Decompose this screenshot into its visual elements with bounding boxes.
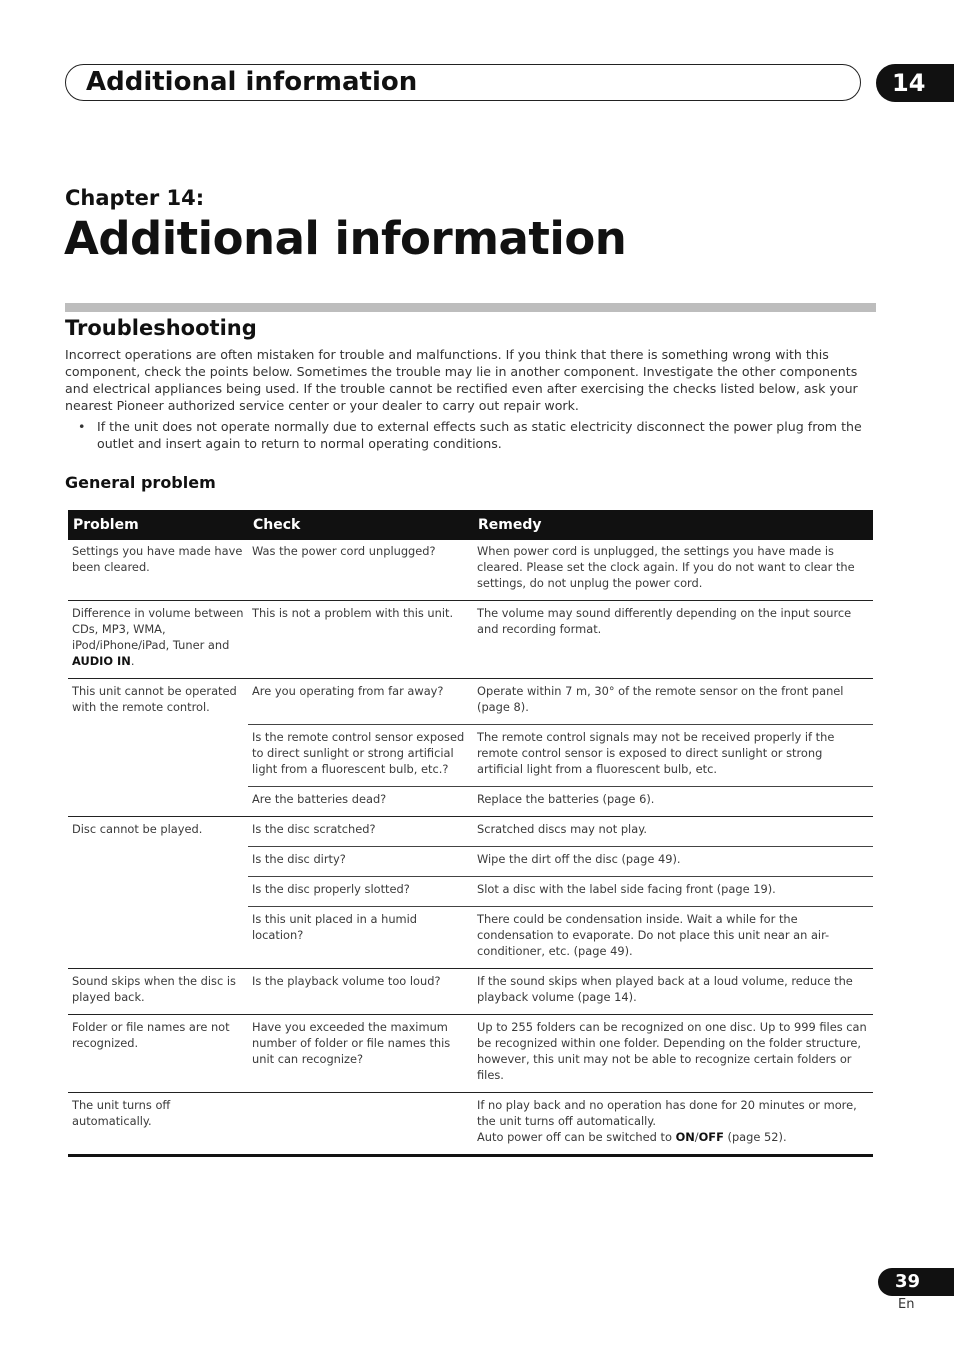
remedy-cell: When power cord is unplugged, the settings you have made is cleared. Please set the clock again. If you do not want to clear the settings, do not unplug the power cord. — [477, 544, 855, 590]
table-row — [68, 601, 873, 679]
check-cell: This is not a problem with this unit. — [248, 601, 473, 679]
table-row — [68, 907, 873, 969]
problem-cell: Settings you have made have been cleared. — [72, 544, 243, 574]
problem-cell: Sound skips when the disc is played back. — [68, 969, 248, 1015]
problem-cell — [68, 787, 248, 817]
remedy-cell: Wipe the dirt off the disc (page 49). — [473, 847, 873, 877]
separator: / — [694, 1130, 699, 1144]
chapter-label: Chapter 14: — [65, 186, 205, 210]
check-cell: Is the playback volume too loud? — [248, 969, 473, 1015]
problem-cell — [68, 847, 248, 877]
page-language: En — [898, 1297, 915, 1312]
general-problem-table — [68, 510, 873, 1157]
problem-cell — [68, 725, 248, 787]
column-header-check: Check — [248, 510, 473, 540]
problem-cell — [68, 907, 248, 969]
chapter-number-tab: 14 — [876, 64, 954, 102]
troubleshooting-intro: Incorrect operations are often mistaken for trouble and malfunctions. If you think that there is something wrong with this component, check the points below. Sometimes the trouble may lie in another component. Investigate the other components and electrical appliances being used. If the trouble cannot be rectified even after exercising the checks listed below, ask your nearest Pioneer authorized service center or your dealer to carry out repair work. — [65, 347, 858, 413]
check-cell: Is this unit placed in a humid location? — [248, 907, 473, 969]
table-row — [68, 1093, 873, 1156]
check-cell: Are the batteries dead? — [248, 787, 473, 817]
remedy-cell: If the sound skips when played back at a loud volume, reduce the playback volume (page 14). — [473, 969, 873, 1015]
check-cell: Is the disc dirty? — [248, 847, 473, 877]
table-row — [68, 877, 873, 907]
problem-cell: Folder or file names are not recognized. — [68, 1015, 248, 1093]
remedy-cell: The remote control signals may not be received properly if the remote control sensor is exposed to direct sunlight or strong artificial light from a fluorescent bulb, etc. — [473, 725, 873, 787]
page-reference: (page 52). — [723, 1130, 787, 1144]
troubleshooting-bullet — [78, 418, 878, 452]
table-row — [68, 725, 873, 787]
table-header-row — [68, 510, 873, 540]
remedy-cell: Operate within 7 m, 30° of the remote sensor on the front panel (page 8). — [473, 679, 873, 725]
remedy-cell: There could be condensation inside. Wait a while for the condensation to evaporate. Do not place this unit near an air-conditioner, etc. (page 49). — [473, 907, 873, 969]
troubleshooting-heading: Troubleshooting — [65, 316, 257, 340]
problem-suffix: . — [130, 654, 135, 668]
bullet-text: If the unit does not operate normally due to external effects such as static electricity disconnect the power plug from the outlet and insert again to return to normal operating conditions. — [97, 419, 862, 451]
on-label: ON — [675, 1130, 695, 1144]
table-row — [68, 969, 873, 1015]
problem-text: Difference in volume between CDs, MP3, WMA, iPod/iPhone/iPad, Tuner and — [72, 606, 244, 652]
table-row — [68, 817, 873, 847]
column-header-remedy: Remedy — [473, 510, 873, 540]
remedy-cell: Replace the batteries (page 6). — [473, 787, 873, 817]
remedy-line: Auto power off can be switched to — [477, 1130, 676, 1144]
problem-cell: This unit cannot be operated with the remote control. — [68, 679, 248, 725]
column-header-problem: Problem — [68, 510, 248, 540]
problem-cell — [68, 601, 248, 679]
off-label: OFF — [698, 1130, 724, 1144]
check-cell — [248, 1093, 473, 1156]
general-problem-heading: General problem — [65, 473, 216, 492]
check-cell: Is the remote control sensor exposed to direct sunlight or strong artificial light from a fluorescent bulb, etc.? — [248, 725, 473, 787]
remedy-cell: Up to 255 folders can be recognized on one disc. Up to 999 files can be recognized within one folder. Depending on the folder structure, however, this unit may not be able to recognize certain folders or files. — [473, 1015, 873, 1093]
audio-in-label: AUDIO IN — [72, 654, 131, 668]
remedy-cell: Scratched discs may not play. — [473, 817, 873, 847]
remedy-cell: The volume may sound differently depending on the input source and recording format. — [473, 601, 873, 679]
bullet-mark: • — [78, 419, 86, 434]
table-row — [68, 679, 873, 725]
check-cell: Is the disc properly slotted? — [248, 877, 473, 907]
table-row — [68, 787, 873, 817]
problem-cell — [68, 877, 248, 907]
running-header-title: Additional information — [86, 67, 418, 97]
table-row — [68, 540, 873, 601]
remedy-cell: Slot a disc with the label side facing front (page 19). — [473, 877, 873, 907]
check-cell: Is the disc scratched? — [248, 817, 473, 847]
check-cell: Have you exceeded the maximum number of folder or file names this unit can recognize? — [248, 1015, 473, 1093]
remedy-line: If no play back and no operation has done for 20 minutes or more, the unit turns off automatically. — [477, 1098, 857, 1128]
check-cell: Was the power cord unplugged? — [252, 544, 436, 558]
table-row — [68, 1015, 873, 1093]
page-number-tab: 39 — [878, 1268, 954, 1296]
problem-cell: Disc cannot be played. — [68, 817, 248, 847]
chapter-title: Additional information — [64, 212, 627, 265]
table-row — [68, 847, 873, 877]
section-divider — [65, 303, 876, 312]
problem-cell: The unit turns off automatically. — [68, 1093, 248, 1156]
check-cell: Are you operating from far away? — [248, 679, 473, 725]
remedy-cell — [473, 1093, 873, 1156]
